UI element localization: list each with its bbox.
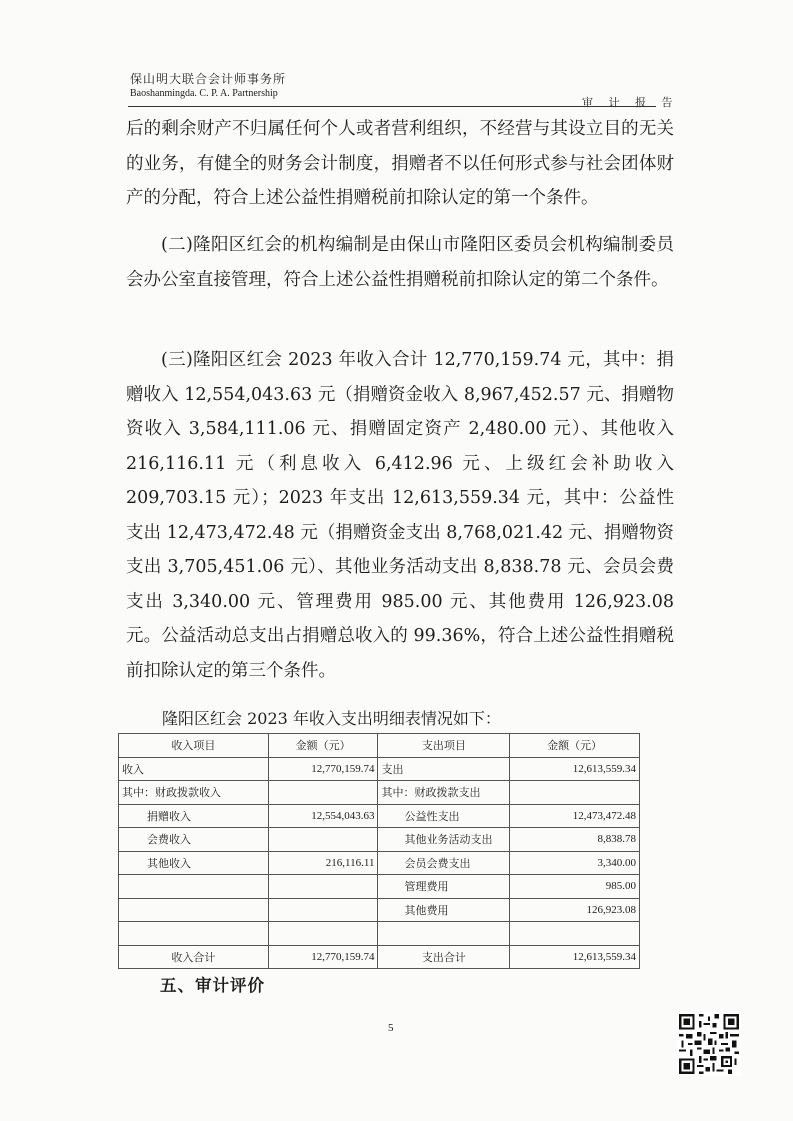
income-amount — [268, 781, 378, 805]
income-amount — [268, 875, 378, 899]
header-divider — [128, 106, 656, 107]
income-amount: 12,770,159.74 — [268, 757, 378, 781]
header-expense-item: 支出项目 — [378, 734, 510, 758]
table-total-row — [119, 945, 640, 969]
expense-item: 会员会费支出 — [378, 851, 510, 875]
table-row — [119, 898, 640, 922]
table-row — [119, 875, 640, 899]
table-header-row — [119, 734, 640, 758]
expense-total-amount: 12,613,559.34 — [510, 945, 640, 969]
expense-item: 其中：财政拨款支出 — [378, 781, 510, 805]
income-item: 会费收入 — [119, 828, 269, 852]
expense-amount: 126,923.08 — [510, 898, 640, 922]
expense-total-label: 支出合计 — [378, 945, 510, 969]
income-amount — [268, 922, 378, 946]
table-row — [119, 851, 640, 875]
page-number: 5 — [388, 1022, 394, 1034]
table-row — [119, 804, 640, 828]
paragraph-3-text: (三)隆阳区红会 2023 年收入合计 12,770,159.74 元，其中：捐赠收入 12,554,043.63 元（捐赠资金收入 8,967,452.57 元、捐赠物资收入 3,584,111.06 元、捐赠固定资产 2,480.00 元）、其他收入 216,116.11 元（利息收入 6,412.96 元、上级红会补助收入 209,703.15 元）；2023 年支出 12,613,559.34 元，其中：公益性支出 12,473,472.48 元（捐赠资金支出 8,768,021.42 元、捐赠物资支出 3,705,451.06 元）、其他业务活动支出 8,838.78 元、会员会费支出 3,340.00 元、管理费用 985.00 元、其他费用 126,923.08 元。公益活动总支出占捐赠总收入的 99.36%，符合上述公益性捐赠税前扣除认定的第三个条件。 — [126, 350, 674, 681]
firm-name-en: Baoshanmingda. C. P. A. Partnership — [130, 88, 278, 99]
table-caption: 隆阳区红会 2023 年收入支出明细表情况如下： — [162, 709, 501, 728]
expense-amount: 3,340.00 — [510, 851, 640, 875]
income-item — [119, 922, 269, 946]
table-row — [119, 828, 640, 852]
income-expense-table — [118, 733, 640, 969]
expense-amount: 12,473,472.48 — [510, 804, 640, 828]
income-item — [119, 898, 269, 922]
header-income-item: 收入项目 — [119, 734, 269, 758]
income-item: 收入 — [119, 757, 269, 781]
expense-amount: 985.00 — [510, 875, 640, 899]
income-amount — [268, 828, 378, 852]
income-item: 捐赠收入 — [119, 804, 269, 828]
expense-item: 其他费用 — [378, 898, 510, 922]
firm-name-cn: 保山明大联合会计师事务所 — [130, 72, 287, 86]
income-amount: 12,554,043.63 — [268, 804, 378, 828]
paragraph-1 — [126, 112, 674, 216]
income-total-label: 收入合计 — [119, 945, 269, 969]
expense-item: 管理费用 — [378, 875, 510, 899]
income-item: 其他收入 — [119, 851, 269, 875]
qr-code-icon — [677, 1012, 741, 1076]
section-heading: 五、审计评价 — [160, 976, 265, 995]
header-income-amount: 金额（元） — [268, 734, 378, 758]
income-amount — [268, 898, 378, 922]
paragraph-2-text: (二)隆阳区红会的机构编制是由保山市隆阳区委员会机构编制委员会办公室直接管理，符合上述公益性捐赠税前扣除认定的第二个条件。 — [126, 235, 674, 290]
paragraph-1-text: 后的剩余财产不归属任何个人或者营利组织，不经营与其设立目的无关的业务，有健全的财务会计制度，捐赠者不以任何形式参与社会团体财产的分配，符合上述公益性捐赠税前扣除认定的第一个条件。 — [126, 119, 674, 208]
table-row — [119, 757, 640, 781]
income-item — [119, 875, 269, 899]
table-row — [119, 922, 640, 946]
expense-amount: 12,613,559.34 — [510, 757, 640, 781]
header-expense-amount: 金额（元） — [510, 734, 640, 758]
expense-item: 其他业务活动支出 — [378, 828, 510, 852]
income-item: 其中：财政拨款收入 — [119, 781, 269, 805]
expense-amount — [510, 781, 640, 805]
expense-amount: 8,838.78 — [510, 828, 640, 852]
expense-item: 公益性支出 — [378, 804, 510, 828]
expense-amount — [510, 922, 640, 946]
report-label: 审 计 报 告 — [582, 96, 679, 109]
income-amount: 216,116.11 — [268, 851, 378, 875]
table-row — [119, 781, 640, 805]
expense-item — [378, 922, 510, 946]
paragraph-3 — [126, 343, 674, 688]
expense-item: 支出 — [378, 757, 510, 781]
paragraph-2 — [126, 228, 674, 297]
income-total-amount: 12,770,159.74 — [268, 945, 378, 969]
